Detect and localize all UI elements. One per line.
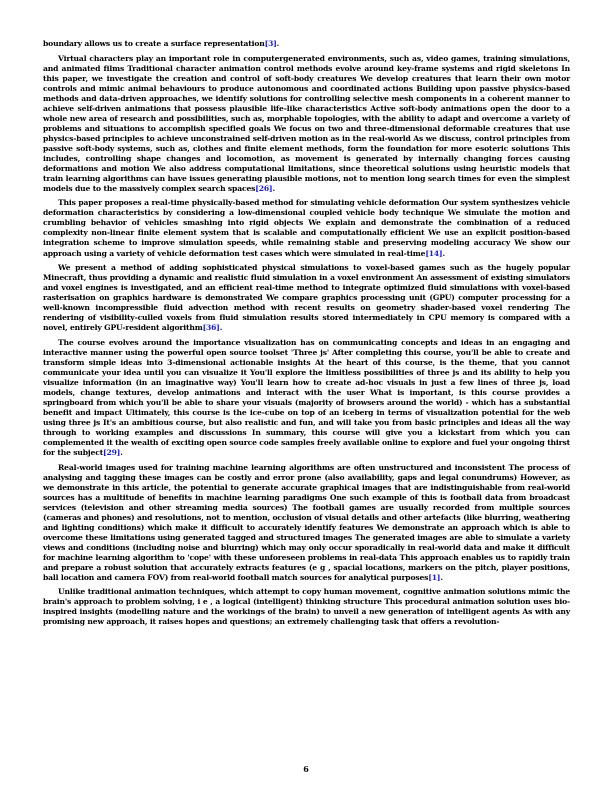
paragraph-vehicle-deformation (43, 198, 570, 258)
citation-link[interactable]: [29] (103, 447, 121, 457)
paragraph-text: boundary allows us to create a surface representation (43, 39, 265, 48)
paragraph-virtual-characters (43, 54, 570, 194)
paragraph-end: . (442, 248, 445, 258)
paragraph-text: Virtual characters play an important role in computergenerated environments, such as, video games, training simulations, and animated films Traditional character animation control methods evolve around key-frame systems and rigid skeletons In this paper, we investigate the creation and control of soft-body creatures We develop creatures that learn their own motor controls and mimic animal behaviours to produce autonomous and coordinated actions Building upon passive physics-based methods and data-driven approaches, we identify solutions for controlling selective mesh components in a coherent manner to achieve self-driven animations that possess plausible life-like characteristics Active soft-body animations open the door to a whole new area of research and possibilities, such as, morphable topologies, with the ability to adapt and overcome a variety of problems and situations to accomplish specified goals We focus on two and three-dimensional deformable creatures that use physics-based principles to achieve unconstrained self-driven motion as in the real-world As we discuss, control principles from passive soft-body systems, such as, clothes and finite element methods, form the foundation for more esoteric solutions This includes, controlling shape changes and locomotion, as movement is generated by internally changing forces causing deformations and motion We also address computational limitations, since theoretical solutions using heuristic models that train learning algorithms can have issues generating plausible motions, not to mention long search times for even the simplest models due to the massively complex search spaces (43, 53, 570, 193)
paragraph-text: Unlike traditional animation techniques, which attempt to copy human movement, cognitive animation solutions mimic the brain's approach to problem solving, i e , a logical (intelligent) thinking structure This procedural animation solution uses bio-inspired insights (modelling nature and the workings of the brain) to unveil a new generation of intelligent agents As with any promising new approach, it raises hopes and questions; an extremely challenging task that offers a revolution- (43, 587, 570, 627)
paragraph-end: . (276, 39, 280, 48)
paragraph-text: We present a method of adding sophisticated physical simulations to voxel-based games such as the hugely popular Minecraft, thus providing a dynamic and realistic fluid simulation in a voxel environment An assessment of existing simulators and voxel engines is investigated, and an efficient real-time method to integrate optimized fluid simulations with voxel-based rasterisation on graphics hardware is demonstrated We compare graphics processing unit (GPU) computer processing for a well-known incompressible fluid advection method with recent results on geometry shader-based voxel rendering The rendering of visibility-culled voxels from fluid simulation results stored intermediately in CPU memory is compared with a novel, entirely GPU-resident algorithm (43, 263, 570, 333)
citation-link[interactable]: [26] (255, 183, 273, 193)
paragraph-text: The course evolves around the importance visualization has on communicating concepts and ideas in an engaging and interactive manner using the powerful open source toolset 'Three js' After completing this course, you'll be able to create and transform simple ideas into 3-dimensional actionable insights At the heart of this course, is the theme, that you cannot communicate your idea until you can visualize it You'll explore the limitless possibilities of three js and its ability to help you visualize information (in an imaginative way) You'll learn how to create ad-hoc visuals in just a few lines of three js, load models, change textures, develop animations and interact with the user What is important, is this course provides a springboard from which you'll be able to share your visuals (majority of browsers around the world) - which has a substantial benefit and impact Ultimately, this course is the ice-cube on top of an iceberg in terms of visualization potential for the web using three js It's an ambitious course, but also realistic and fun, and will take you from basic principles and ideas all the way through to working examples and discussions In summary, this course will give you a kickstart from which you can complemented it the wealth of exciting open source code samples freely available online to explore and fuel your ongoing thirst for the subject (43, 337, 570, 457)
paragraph-end: . (272, 183, 275, 193)
paragraph-voxel-fluid (43, 263, 570, 333)
paragraph-end: . (440, 572, 443, 582)
citation-link[interactable]: [3] (264, 39, 277, 48)
paragraph-text: Real-world images used for training machine learning algorithms are often unstructured and inconsistent The process of analysing and tagging these images can be costly and error prone (also availability, gaps and legal conundrums) However, as we demonstrate in this article, the potential to generate accurate graphical images that are indistinguishable from real-world sources has a multitude of benefits in machine learning paradigms One such example of this is football data from broadcast services (television and other streaming media sources) The football games are usually recorded from multiple sources (cameras and phones) and resolutions, not to mention, occlusion of visual details and other artefacts (like blurring, weathering and lighting conditions) which make it difficult to accurately identify features We demonstrate an approach which is able to overcome these limitations using generated tagged and structured images The generated images are able to simulate a variety views and conditions (including noise and blurring) which may only occur sporadically in real-world data and make it difficult for machine learning algorithm to 'cope' with these unforeseen problems in real-data This approach enables us to rapidly train and prepare a robust solution that accurately extracts features (e g , spacial locations, markers on the pitch, player positions, ball location and camera FOV) from real-world football match sources for analytical purposes (43, 462, 570, 582)
paragraph-end: . (219, 323, 223, 333)
paragraph-threejs-course (43, 338, 570, 458)
page-number: 6 (303, 764, 309, 774)
paragraph-text: This paper proposes a real-time physically-based method for simulating vehicle deformation Our system synthesizes vehicle deformation characteristics by considering a low-dimensional coupled vehicle body technique We simulate the motion and crumbling behavior of vehicles smashing into rigid objects We explain and demonstrate the combination of a reduced complexity non-linear finite element system that is scalable and computationally efficient We use an explicit position-based integration scheme to improve simulation speeds, while remaining stable and preserving modeling accuracy We show our approach using a variety of vehicle deformation test cases which were simulated in real-time (43, 198, 570, 258)
citation-link[interactable]: [1] (428, 572, 441, 582)
page-body (43, 39, 570, 632)
paragraph-football-images (43, 463, 570, 583)
citation-link[interactable]: [14] (425, 248, 443, 258)
citation-link[interactable]: [36] (202, 323, 220, 333)
paragraph-end: . (120, 447, 123, 457)
paragraph-continuation (43, 39, 570, 49)
paragraph-cognitive-animation (43, 587, 570, 627)
